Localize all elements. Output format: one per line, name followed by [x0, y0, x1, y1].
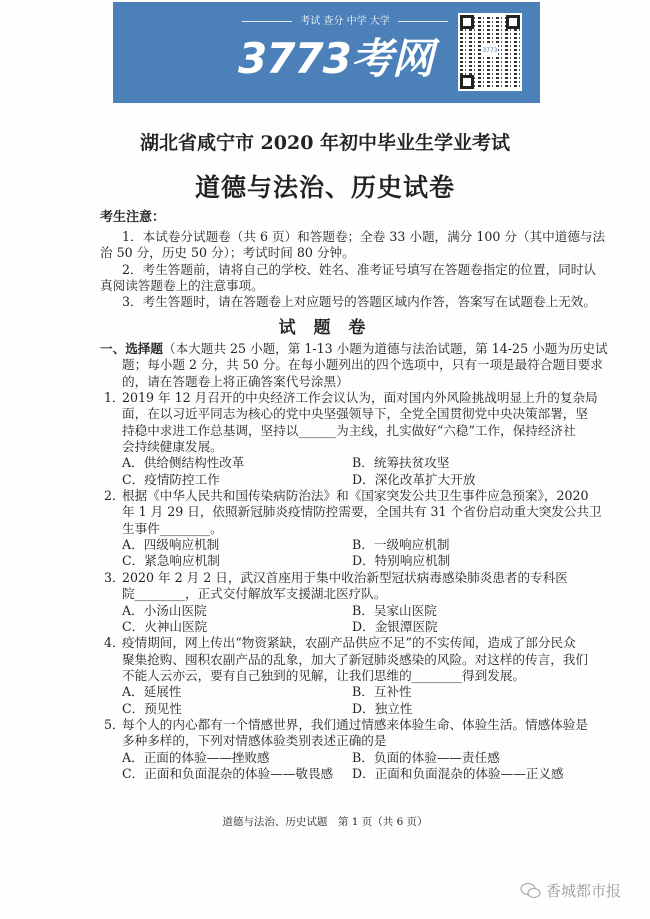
option-row — [100, 750, 558, 766]
question-text: 生事件________。 — [122, 520, 223, 536]
notice-line: 1．本试卷分试题卷（共 6 页）和答题卷；全卷 33 小题，满分 100 分（其中道德与法 — [122, 229, 606, 244]
questions-block — [100, 341, 608, 782]
notice-line: 治 50 分，历史 50 分）；考试时间 80 分钟。 — [100, 245, 355, 261]
exam-subtitle: 道德与法治、历史试卷 — [194, 173, 455, 202]
question-text: 会持续健康发展。 — [122, 439, 223, 455]
question-text: 根据《中华人民共和国传染病防治法》和《国家突发公共卫生事件应急预案》，2020 — [122, 488, 589, 504]
option-row — [100, 684, 558, 700]
question-text: 聚集抢购、囤积农副产品的乱象，加大了新冠肺炎感染的风险。对这样的传言，我们 — [122, 651, 588, 667]
question-number: 5． — [104, 716, 125, 732]
notice-line: 真阅读答题卷上的注意事项。 — [100, 278, 264, 294]
question-text: 持稳中求进工作总基调，坚持以______为主线，扎实做好“六稳”工作，保持经济社 — [122, 422, 576, 438]
answer-option: A．延展性 — [122, 684, 182, 700]
question-line — [100, 651, 588, 668]
question-line — [100, 504, 602, 520]
question-list — [100, 390, 602, 782]
paper-heading: 试 题 卷 — [278, 318, 372, 338]
question-text: 院________，正式交付解放军支援湖北医疗队。 — [122, 586, 387, 602]
answer-option: C．火神山医院 — [122, 618, 208, 634]
answer-option: B．互补性 — [352, 684, 412, 700]
question-line — [100, 586, 558, 602]
notice-block — [100, 229, 606, 311]
option-row — [100, 472, 558, 488]
option-row — [100, 553, 558, 569]
option-row — [100, 537, 558, 553]
question-number: 3． — [104, 569, 125, 585]
question-text: 2019 年 12 月召开的中央经济工作会议认为，面对国内外风险挑战明显上升的复杂局 — [122, 390, 598, 406]
section-instructions: 题；每小题 2 分，共 50 分。在每小题列出的四个选项中，只有一项是最符合题目要求 — [122, 357, 603, 373]
answer-option: B．负面的体验——责任感 — [352, 749, 500, 765]
answer-option: C．紧急响应机制 — [122, 553, 220, 569]
notice-heading: 考生注意： — [100, 210, 166, 225]
option-row — [100, 603, 558, 619]
site-banner[interactable] — [113, 2, 540, 103]
option-row — [100, 619, 558, 635]
answer-option: B．统筹扶贫攻坚 — [352, 455, 450, 471]
section-label: 一、选择题 — [100, 341, 163, 356]
notice-line: 2．考生答题前，请将自己的学校、姓名、准考证号填写在答题卷指定的位置，同时认 — [122, 261, 596, 277]
option-row — [100, 701, 558, 717]
answer-option: D．深化改革扩大开放 — [352, 471, 476, 487]
wechat-icon — [520, 882, 542, 900]
answer-option: A．正面的体验——挫败感 — [122, 749, 270, 765]
question-text: 多种多样的，下列对情感体验类别表述正确的是 — [122, 733, 387, 749]
answer-option: B．一级响应机制 — [352, 537, 450, 553]
answer-option: B．吴家山医院 — [352, 602, 437, 618]
section-instructions: 的，请在答题卷上将正确答案代号涂黑） — [122, 373, 349, 389]
exam-title: 湖北省咸宁市 2020 年初中毕业生学业考试 — [139, 132, 511, 154]
question-line — [100, 521, 558, 537]
answer-option: C．正面和负面混杂的体验——敬畏感 — [122, 765, 334, 781]
answer-option: D．正面和负面混杂的体验——正义感 — [352, 765, 564, 781]
option-row — [100, 455, 558, 471]
question-line-first — [100, 716, 588, 733]
question-line-first — [100, 569, 568, 586]
question-text: 面，在以习近平同志为核心的党中央坚强领导下，全党全国贯彻党中央决策部署，坚 — [122, 406, 588, 422]
answer-option: A．四级响应机制 — [122, 537, 220, 553]
answer-option: A．小汤山医院 — [122, 602, 207, 618]
question-line-first — [100, 488, 589, 504]
question-line-first — [100, 635, 576, 651]
question-text: 2020 年 2 月 2 日，武汉首座用于集中收治新型冠状病毒感染肺炎患者的专科医 — [122, 569, 568, 585]
question-text: 疫情期间，网上传出“物资紧缺，农副产品供应不足”的不实传闻，造成了部分民众 — [122, 635, 576, 651]
question-line — [100, 422, 576, 439]
answer-option: D．独立性 — [352, 700, 413, 716]
question-line — [100, 439, 558, 455]
answer-option: A．供给侧结构性改革 — [122, 455, 245, 471]
question-line-first — [100, 390, 598, 406]
option-row — [100, 765, 564, 782]
question-line — [100, 406, 588, 422]
banner-tagline: 考试 查分 中学 大学 — [215, 12, 475, 27]
notice-line: 3．考生答题时，请在答题卷上对应题号的答题区域内作答，答案写在试题卷上无效。 — [122, 294, 596, 310]
question-line — [100, 733, 558, 749]
qr-center-label: 3773 — [482, 45, 498, 57]
answer-option: C．预见性 — [122, 700, 183, 716]
question-text: 每个人的内心都有一个情感世界，我们通过情感来体验生命、体验生活。情感体验是 — [122, 716, 588, 732]
question-text: 不能人云亦云，要有自己独到的见解，让我们思维的________得到发展。 — [122, 667, 525, 683]
question-number: 2． — [104, 488, 125, 504]
question-number: 1． — [104, 390, 125, 406]
question-line — [100, 668, 558, 684]
question-text: 年 1 月 29 日，依照新冠肺炎疫情防控需要，全国共有 31 个省份启动重大突发公共卫 — [122, 504, 602, 520]
qr-code-icon — [458, 13, 522, 91]
answer-option: D．金银潭医院 — [352, 618, 438, 634]
answer-option: C．疫情防控工作 — [122, 471, 220, 487]
page-footer: 道德与法治、历史试题 第 1 页（共 6 页） — [222, 816, 428, 828]
answer-option: D．特别响应机制 — [352, 553, 451, 569]
watermark-text: 香城都市报 — [546, 882, 622, 900]
site-logo: 3773考网 — [238, 34, 433, 83]
question-number: 4． — [104, 635, 125, 651]
section-instructions: （本大题共 25 小题，第 1-13 小题为道德与法治试题，第 14-25 小题为历史试 — [162, 341, 608, 356]
watermark — [520, 880, 621, 901]
